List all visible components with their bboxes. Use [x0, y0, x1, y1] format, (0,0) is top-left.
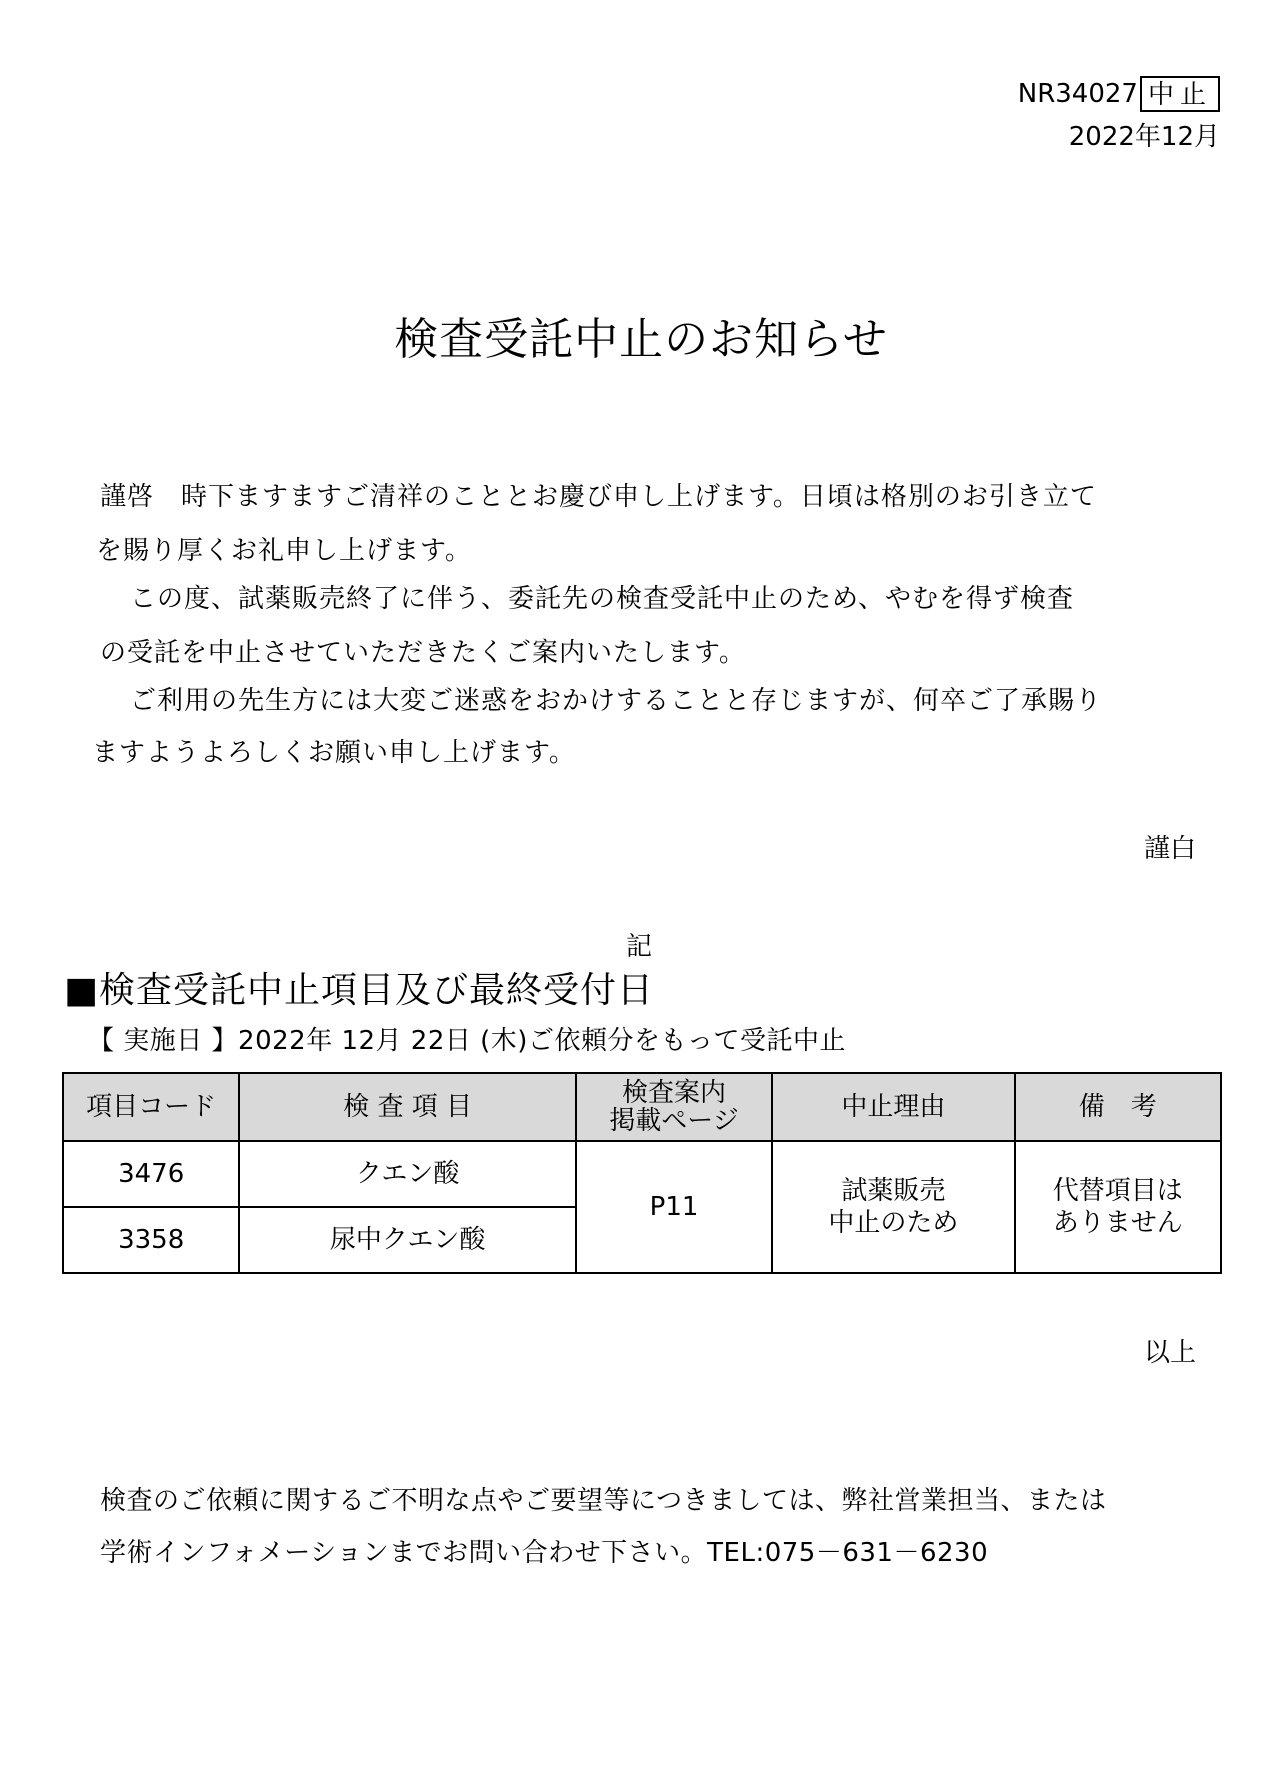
body-paragraph-2-line-2: の受託を中止させていただきたくご案内いたします。 [100, 638, 746, 668]
cell-remarks-line-1: 代替項目は [1052, 1176, 1183, 1206]
cell-reason-line-2: 中止のため [828, 1208, 959, 1238]
page-title: 検査受託中止のお知らせ [394, 314, 888, 365]
implementation-date-line: 【 実施日 】2022年 12月 22日 (木)ご依頼分をもって受託中止 [88, 1026, 846, 1056]
body-paragraph-2-line-1: この度、試薬販売終了に伴う、委託先の検査受託中止のため、やむを得ず検査 [130, 584, 1074, 614]
document-date: 2022年12月 [1068, 122, 1220, 152]
header-reason: 中止理由 [772, 1073, 1014, 1141]
body-paragraph-3-line-2: ますようよろしくお願い申し上げます。 [92, 738, 576, 768]
cell-item-code: 3358 [63, 1207, 239, 1273]
cell-reason [772, 1141, 1014, 1273]
cell-remarks [1015, 1141, 1221, 1273]
body-paragraph-1-line-2: を賜り厚くお礼申し上げます。 [96, 536, 472, 566]
end-mark: 以上 [1143, 1338, 1196, 1368]
header-remarks: 備 考 [1015, 1073, 1221, 1141]
table-row [63, 1141, 1221, 1207]
body-paragraph-1-line-1: 謹啓 時下ますますご清祥のこととお慶び申し上げます。日頃は格別のお引き立て [100, 482, 1097, 512]
header-test-item: 検 査 項 目 [239, 1073, 576, 1141]
cell-item-code: 3476 [63, 1141, 239, 1207]
cell-test-item: 尿中クエン酸 [239, 1207, 576, 1273]
header-guide-page [576, 1073, 772, 1141]
document-status-badge: 中止 [1140, 76, 1220, 112]
section-heading: ■検査受託中止項目及び最終受付日 [64, 970, 655, 1011]
cell-reason-line-1: 試薬販売 [841, 1176, 946, 1206]
closing-salutation: 謹白 [1143, 834, 1196, 864]
contact-line-2: 学術インフォメーションまでお問い合わせ下さい。TEL:075－631－6230 [100, 1538, 989, 1568]
header-guide-page-line-2: 掲載ページ [609, 1106, 739, 1136]
cell-remarks-line-2: ありません [1052, 1208, 1183, 1238]
header-guide-page-line-1: 検査案内 [622, 1078, 727, 1108]
document-number [1018, 76, 1220, 112]
body-paragraph-3-line-1: ご利用の先生方には大変ご迷惑をおかけすることと存じますが、何卒ご了承賜り [130, 686, 1103, 716]
cell-test-item: クエン酸 [239, 1141, 576, 1207]
header-item-code: 項目コード [63, 1073, 239, 1141]
contact-line-1: 検査のご依頼に関するご不明な点やご要望等につきましては、弊社営業担当、または [100, 1486, 1107, 1516]
discontinued-items-table [62, 1072, 1222, 1270]
ki-label: 記 [626, 932, 653, 962]
cell-guide-page: P11 [576, 1141, 772, 1273]
table-header-row [63, 1073, 1221, 1141]
document-number-text: NR34027 [1017, 79, 1138, 109]
